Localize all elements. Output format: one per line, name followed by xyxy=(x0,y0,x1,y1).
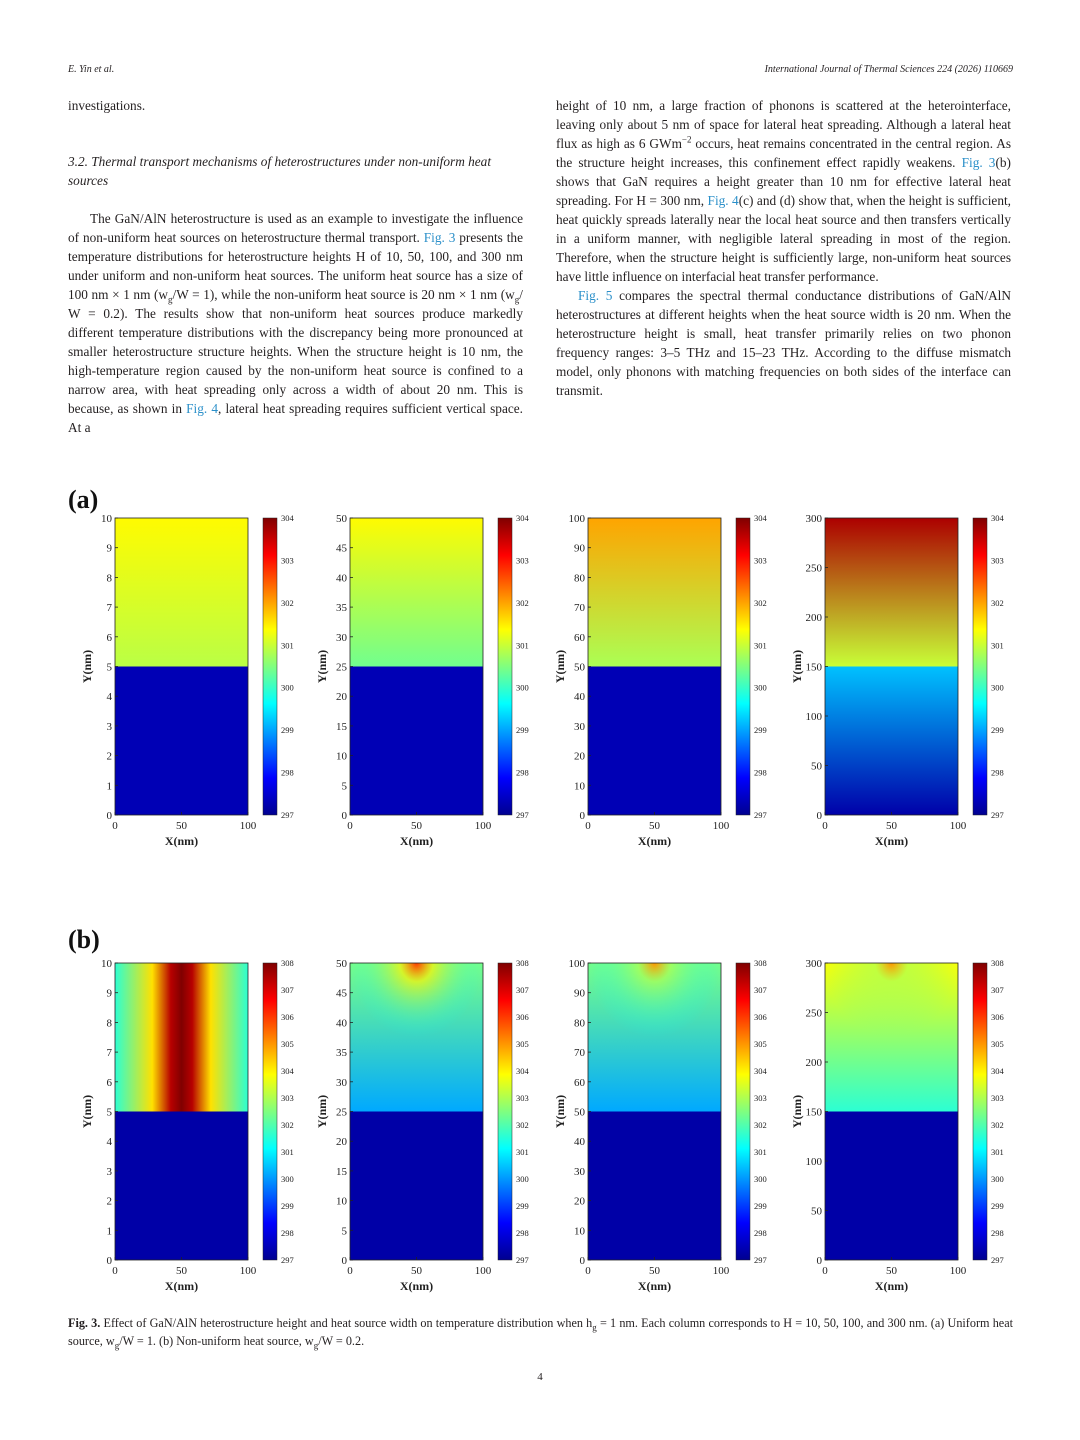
y-axis-label: Y(nm) xyxy=(315,649,329,684)
colorbar-tick-label: 308 xyxy=(281,958,294,968)
heatmap-lower-region xyxy=(115,1112,248,1261)
figure-link[interactable]: Fig. 4 xyxy=(186,401,219,416)
y-tick-label: 50 xyxy=(574,1106,585,1119)
colorbar-tick-label: 297 xyxy=(991,810,1004,820)
colorbar-tick-label: 304 xyxy=(754,513,767,523)
y-tick-label: 40 xyxy=(574,691,585,704)
y-tick-label: 8 xyxy=(106,572,112,585)
y-tick-label: 200 xyxy=(805,612,822,624)
y-tick-label: 20 xyxy=(574,1195,585,1208)
heatmap-hotspot xyxy=(825,963,958,1112)
y-axis-label: Y(nm) xyxy=(790,649,804,684)
y-tick-label: 2 xyxy=(106,1195,112,1208)
colorbar-tick-label: 303 xyxy=(754,1093,767,1103)
colorbar-tick-label: 302 xyxy=(991,597,1004,608)
colorbar-tick-label: 304 xyxy=(281,513,294,523)
x-tick-label: 0 xyxy=(822,820,828,832)
y-tick-label: 50 xyxy=(811,760,822,773)
right-column xyxy=(556,96,1011,400)
colorbar-tick-label: 297 xyxy=(754,1255,767,1265)
y-tick-label: 15 xyxy=(336,1165,347,1178)
y-axis-label: Y(nm) xyxy=(553,1094,567,1129)
y-axis-label: Y(nm) xyxy=(315,1094,329,1129)
y-tick-label: 300 xyxy=(805,958,822,970)
y-tick-label: 1 xyxy=(106,1225,112,1238)
y-tick-label: 100 xyxy=(805,711,822,723)
y-tick-label: 40 xyxy=(336,1017,347,1030)
colorbar-tick-label: 303 xyxy=(754,555,767,566)
y-tick-label: 7 xyxy=(106,1047,112,1060)
colorbar-tick-label: 300 xyxy=(991,682,1004,693)
y-tick-label: 0 xyxy=(341,1255,347,1267)
heatmap-lower-region xyxy=(588,1112,721,1261)
y-tick-label: 250 xyxy=(805,562,822,575)
colorbar-tick-label: 297 xyxy=(516,810,529,820)
y-tick-label: 30 xyxy=(574,720,585,733)
x-tick-label: 50 xyxy=(886,820,897,832)
y-tick-label: 50 xyxy=(336,513,347,525)
colorbar-tick-label: 299 xyxy=(281,725,294,736)
figure-3-svg xyxy=(68,478,1013,1308)
y-tick-label: 10 xyxy=(336,750,347,763)
colorbar-tick-label: 300 xyxy=(281,682,294,693)
colorbar-tick-label: 304 xyxy=(754,1066,767,1076)
x-axis-label: X(nm) xyxy=(164,834,199,848)
colorbar xyxy=(498,518,512,815)
colorbar-tick-label: 306 xyxy=(281,1012,294,1022)
y-tick-label: 90 xyxy=(574,542,585,555)
y-tick-label: 4 xyxy=(106,1136,112,1149)
paragraph-end: investigations. xyxy=(68,98,146,113)
x-tick-label: 100 xyxy=(712,1265,730,1277)
colorbar-tick-label: 303 xyxy=(991,555,1004,566)
colorbar-tick-label: 299 xyxy=(281,1201,294,1211)
x-tick-label: 0 xyxy=(822,1265,828,1277)
y-tick-label: 45 xyxy=(336,987,347,1000)
section-title: 3.2. Thermal transport mechanisms of heterostructures under non-uniform heat sources xyxy=(68,154,492,188)
y-tick-label: 0 xyxy=(816,810,822,822)
y-tick-label: 10 xyxy=(101,513,112,525)
colorbar-tick-label: 302 xyxy=(991,1120,1004,1130)
x-tick-label: 50 xyxy=(886,1265,897,1277)
colorbar-tick-label: 298 xyxy=(991,767,1004,778)
colorbar-tick-label: 307 xyxy=(516,985,529,995)
x-tick-label: 0 xyxy=(112,820,118,832)
y-tick-label: 4 xyxy=(106,691,112,704)
colorbar-tick-label: 307 xyxy=(754,985,767,995)
y-tick-label: 5 xyxy=(341,780,347,793)
x-axis-label: X(nm) xyxy=(399,834,434,848)
heatmap-upper-region xyxy=(115,518,248,667)
x-tick-label: 0 xyxy=(585,820,591,832)
heatmap-hotspot xyxy=(588,963,721,1112)
panel-label: (a) xyxy=(68,485,99,514)
y-tick-label: 3 xyxy=(106,1165,112,1178)
colorbar-tick-label: 297 xyxy=(281,1255,294,1265)
running-header-journal: International Journal of Thermal Sciences 224 (2026) 110669 xyxy=(764,64,1013,75)
heatmap-upper-region xyxy=(588,518,721,667)
x-axis-label: X(nm) xyxy=(874,1279,909,1293)
y-tick-label: 10 xyxy=(336,1195,347,1208)
x-tick-label: 100 xyxy=(474,820,492,832)
x-tick-label: 50 xyxy=(649,1265,660,1277)
colorbar-tick-label: 302 xyxy=(516,1120,529,1130)
x-tick-label: 0 xyxy=(347,1265,353,1277)
y-tick-label: 5 xyxy=(106,661,112,674)
colorbar-tick-label: 299 xyxy=(991,725,1004,736)
x-axis-label: X(nm) xyxy=(637,1279,672,1293)
colorbar xyxy=(498,963,512,1260)
y-tick-label: 35 xyxy=(336,1047,347,1060)
y-axis-label: Y(nm) xyxy=(80,649,94,684)
x-axis-label: X(nm) xyxy=(637,834,672,848)
colorbar-tick-label: 299 xyxy=(991,1201,1004,1211)
y-tick-label: 100 xyxy=(805,1156,822,1168)
colorbar-tick-label: 304 xyxy=(281,1066,294,1076)
x-tick-label: 50 xyxy=(649,820,660,832)
y-tick-label: 250 xyxy=(805,1007,822,1020)
colorbar-tick-label: 302 xyxy=(281,1120,294,1130)
colorbar-tick-label: 300 xyxy=(754,682,767,693)
y-tick-label: 50 xyxy=(336,958,347,970)
colorbar xyxy=(263,963,277,1260)
x-tick-label: 100 xyxy=(949,1265,967,1277)
y-tick-label: 100 xyxy=(568,958,585,970)
colorbar-tick-label: 298 xyxy=(281,1228,294,1238)
colorbar-tick-label: 301 xyxy=(516,640,529,651)
y-tick-label: 10 xyxy=(574,1225,585,1238)
y-tick-label: 50 xyxy=(811,1205,822,1218)
colorbar-tick-label: 298 xyxy=(754,1228,767,1238)
colorbar-tick-label: 299 xyxy=(516,725,529,736)
y-tick-label: 30 xyxy=(574,1165,585,1178)
x-tick-label: 50 xyxy=(176,1265,187,1277)
y-tick-label: 8 xyxy=(106,1017,112,1030)
y-tick-label: 9 xyxy=(106,987,112,1000)
colorbar-tick-label: 298 xyxy=(516,1228,529,1238)
heatmap-lower-region xyxy=(350,667,483,816)
colorbar-tick-label: 303 xyxy=(281,555,294,566)
y-tick-label: 70 xyxy=(574,602,585,615)
y-tick-label: 30 xyxy=(336,1076,347,1089)
x-axis-label: X(nm) xyxy=(164,1279,199,1293)
colorbar-tick-label: 308 xyxy=(991,958,1004,968)
colorbar-tick-label: 301 xyxy=(516,1147,529,1157)
x-tick-label: 0 xyxy=(585,1265,591,1277)
y-tick-label: 9 xyxy=(106,542,112,555)
y-axis-label: Y(nm) xyxy=(80,1094,94,1129)
y-tick-label: 300 xyxy=(805,513,822,525)
figure-3 xyxy=(68,478,1013,1308)
colorbar-tick-label: 298 xyxy=(754,767,767,778)
x-tick-label: 100 xyxy=(949,820,967,832)
colorbar xyxy=(263,518,277,815)
colorbar-tick-label: 300 xyxy=(281,1174,294,1184)
y-tick-label: 60 xyxy=(574,631,585,644)
y-axis-label: Y(nm) xyxy=(790,1094,804,1129)
y-axis-label: Y(nm) xyxy=(553,649,567,684)
y-tick-label: 0 xyxy=(341,810,347,822)
heatmap-lower-region xyxy=(115,667,248,816)
y-tick-label: 0 xyxy=(106,1255,112,1267)
y-tick-label: 1 xyxy=(106,780,112,793)
colorbar-tick-label: 307 xyxy=(281,985,294,995)
paragraph: Fig. 5 compares the spectral thermal conductance distributions of GaN/AlN heterostructures at different heights when the heat source width is 20 nm. When the heterostructure height is small, heat transfer primarily relies on two phonon frequency ranges: 3–5 THz and 15–23 THz. According to the diffuse mismatch model, only phonons with matching frequencies on both sides of the interface can transmit. xyxy=(556,288,1011,398)
colorbar-tick-label: 305 xyxy=(991,1039,1004,1049)
colorbar-tick-label: 301 xyxy=(754,640,767,651)
colorbar xyxy=(736,963,750,1260)
y-tick-label: 35 xyxy=(336,602,347,615)
colorbar-tick-label: 297 xyxy=(516,1255,529,1265)
colorbar-tick-label: 301 xyxy=(991,1147,1004,1157)
figure-link[interactable]: Fig. 4 xyxy=(707,193,739,208)
y-tick-label: 0 xyxy=(579,810,585,822)
colorbar-tick-label: 297 xyxy=(991,1255,1004,1265)
colorbar-tick-label: 304 xyxy=(991,513,1004,523)
colorbar-tick-label: 306 xyxy=(991,1012,1004,1022)
y-tick-label: 150 xyxy=(805,1106,822,1119)
colorbar-tick-label: 303 xyxy=(516,555,529,566)
colorbar-tick-label: 300 xyxy=(991,1174,1004,1184)
colorbar xyxy=(973,963,987,1260)
heatmap-lower-region xyxy=(825,1112,958,1261)
colorbar xyxy=(973,518,987,815)
figure-link[interactable]: Fig. 5 xyxy=(578,288,613,303)
y-tick-label: 7 xyxy=(106,602,112,615)
heatmap-lower-region xyxy=(588,667,721,816)
y-tick-label: 200 xyxy=(805,1057,822,1069)
colorbar-tick-label: 302 xyxy=(281,597,294,608)
page-number: 4 xyxy=(537,1371,543,1383)
y-tick-label: 25 xyxy=(336,661,347,674)
y-tick-label: 5 xyxy=(106,1106,112,1119)
paragraph: height of 10 nm, a large fraction of phonons is scattered at the heterointerface, leaving only about 5 nm of space for lateral heat spreading. Although a lateral heat flux as high as 6 GWm$^{-2}$ occurs, heat remains concentrated in the central region. As the structure height increases, this confinement effect rapidly weakens. Fig. 3(b) shows that GaN requires a height greater than 10 nm for effective lateral heat spreading. For H = 300 nm, Fig. 4(c) and (d) show that, when the height is sufficient, heat quickly spreads laterally near the local heat source and then transfers vertically in a uniform manner, with negligible lateral spreading in most of the region. Therefore, when the structure height is sufficiently large, non-uniform heat sources have little influence on interfacial heat transfer performance. xyxy=(556,98,1011,284)
colorbar-tick-label: 306 xyxy=(754,1012,767,1022)
heatmap-upper-region xyxy=(350,518,483,667)
y-tick-label: 60 xyxy=(574,1076,585,1089)
colorbar-tick-label: 304 xyxy=(516,513,529,523)
figure-caption: Fig. 3. Effect of GaN/AlN heterostructure height and heat source width on temperature distribution when $h_g = 1$ nm. Each column corresponds to H = 10, 50, 100, and 300 nm. (a) Uniform heat source, $w_g/W = 1$. (b) Non-uniform heat source, $w_g/W = 0.2$. xyxy=(68,1316,1013,1351)
y-tick-label: 0 xyxy=(816,1255,822,1267)
running-header-authors: E. Yin et al. xyxy=(68,64,115,75)
colorbar-tick-label: 304 xyxy=(516,1066,529,1076)
x-axis-label: X(nm) xyxy=(874,834,909,848)
heatmap-hotspot xyxy=(350,963,483,1112)
colorbar-tick-label: 299 xyxy=(754,1201,767,1211)
colorbar xyxy=(736,518,750,815)
colorbar-tick-label: 305 xyxy=(516,1039,529,1049)
y-tick-label: 150 xyxy=(805,661,822,674)
y-tick-label: 15 xyxy=(336,720,347,733)
y-tick-label: 80 xyxy=(574,1017,585,1030)
colorbar-tick-label: 308 xyxy=(754,958,767,968)
y-tick-label: 10 xyxy=(574,780,585,793)
colorbar-tick-label: 299 xyxy=(754,725,767,736)
y-tick-label: 20 xyxy=(336,1136,347,1149)
y-tick-label: 90 xyxy=(574,987,585,1000)
colorbar-tick-label: 308 xyxy=(516,958,529,968)
y-tick-label: 0 xyxy=(579,1255,585,1267)
x-tick-label: 50 xyxy=(176,820,187,832)
heatmap-upper-region xyxy=(825,518,958,667)
x-tick-label: 50 xyxy=(411,820,422,832)
colorbar-tick-label: 305 xyxy=(281,1039,294,1049)
x-tick-label: 100 xyxy=(239,820,257,832)
heatmap-lower-region xyxy=(825,667,958,816)
colorbar-tick-label: 301 xyxy=(281,1147,294,1157)
y-tick-label: 30 xyxy=(336,631,347,644)
colorbar-tick-label: 297 xyxy=(281,810,294,820)
y-tick-label: 25 xyxy=(336,1106,347,1119)
y-tick-label: 80 xyxy=(574,572,585,585)
y-tick-label: 70 xyxy=(574,1047,585,1060)
colorbar-tick-label: 303 xyxy=(281,1093,294,1103)
colorbar-tick-label: 303 xyxy=(991,1093,1004,1103)
y-tick-label: 0 xyxy=(106,810,112,822)
y-tick-label: 100 xyxy=(568,513,585,525)
left-column xyxy=(68,96,523,437)
colorbar-tick-label: 304 xyxy=(991,1066,1004,1076)
colorbar-tick-label: 301 xyxy=(281,640,294,651)
colorbar-tick-label: 302 xyxy=(754,1120,767,1130)
panel-label: (b) xyxy=(68,925,100,954)
x-tick-label: 100 xyxy=(712,820,730,832)
colorbar-tick-label: 300 xyxy=(516,682,529,693)
colorbar-tick-label: 298 xyxy=(281,767,294,778)
figure-link[interactable]: Fig. 3 xyxy=(961,155,996,170)
y-tick-label: 45 xyxy=(336,542,347,555)
x-tick-label: 100 xyxy=(474,1265,492,1277)
x-tick-label: 0 xyxy=(112,1265,118,1277)
colorbar-tick-label: 300 xyxy=(516,1174,529,1184)
colorbar-tick-label: 306 xyxy=(516,1012,529,1022)
y-tick-label: 20 xyxy=(574,750,585,763)
colorbar-tick-label: 302 xyxy=(754,597,767,608)
x-axis-label: X(nm) xyxy=(399,1279,434,1293)
colorbar-tick-label: 301 xyxy=(754,1147,767,1157)
colorbar-tick-label: 307 xyxy=(991,985,1004,995)
colorbar-tick-label: 303 xyxy=(516,1093,529,1103)
y-tick-label: 3 xyxy=(106,720,112,733)
y-tick-label: 6 xyxy=(106,1076,112,1089)
colorbar-tick-label: 298 xyxy=(991,1228,1004,1238)
y-tick-label: 40 xyxy=(336,572,347,585)
y-tick-label: 5 xyxy=(341,1225,347,1238)
x-tick-label: 50 xyxy=(411,1265,422,1277)
colorbar-tick-label: 299 xyxy=(516,1201,529,1211)
colorbar-tick-label: 297 xyxy=(754,810,767,820)
y-tick-label: 50 xyxy=(574,661,585,674)
heatmap-lower-region xyxy=(350,1112,483,1261)
y-tick-label: 20 xyxy=(336,691,347,704)
y-tick-label: 6 xyxy=(106,631,112,644)
colorbar-tick-label: 302 xyxy=(516,597,529,608)
colorbar-tick-label: 305 xyxy=(754,1039,767,1049)
y-tick-label: 2 xyxy=(106,750,112,763)
y-tick-label: 10 xyxy=(101,958,112,970)
x-tick-label: 100 xyxy=(239,1265,257,1277)
x-tick-label: 0 xyxy=(347,820,353,832)
colorbar-tick-label: 300 xyxy=(754,1174,767,1184)
y-tick-label: 40 xyxy=(574,1136,585,1149)
figure-link[interactable]: Fig. 3 xyxy=(423,230,456,245)
heatmap-upper-region xyxy=(115,963,248,1112)
paragraph: The GaN/AlN heterostructure is used as an example to investigate the influence of non-uniform heat sources on heterostructure thermal transport. Fig. 3 presents the temperature distributions for heterostructure heights H of 10, 50, 100, and 300 nm under uniform and non-uniform heat sources. The uniform heat source has a size of 100 nm × 1 nm $(w_g/W = 1)$, while the non-uniform heat source is 20 nm × 1 nm ($w_g/$ W = 0.2). The results show that non-uniform heat sources produce markedly different temperature distributions with the discrepancy being more pronounced at smaller heterostructure structure heights. When the structure height is 10 nm, the high-temperature region caused by the non-uniform heat source is confined to a narrow area, with heat spreading only across a width of about 20 nm. This is because, as shown in Fig. 4, lateral heat spreading requires sufficient vertical space. At a xyxy=(68,211,523,435)
colorbar-tick-label: 301 xyxy=(991,640,1004,651)
colorbar-tick-label: 298 xyxy=(516,767,529,778)
